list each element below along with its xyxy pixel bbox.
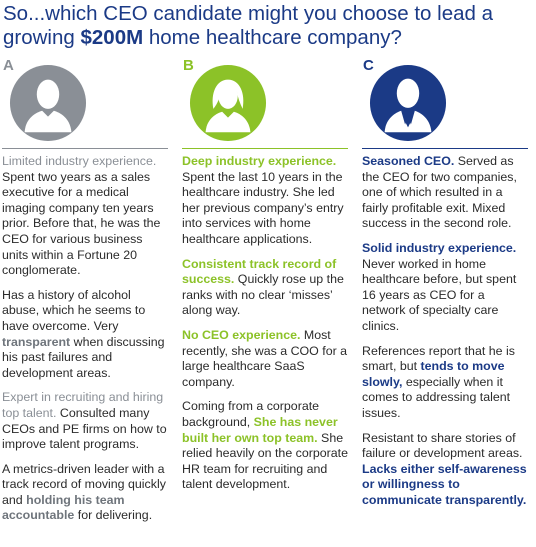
highlight-text: Solid industry experience.	[362, 240, 517, 255]
page-title	[3, 2, 533, 50]
highlight-text: Lacks either self-awareness or willingness to communicate transparently.	[362, 461, 527, 507]
woman-silhouette-icon	[189, 64, 267, 142]
body-text: Never worked in home healthcare before, but spent 16 years as CEO for a network of specialty care clinics.	[362, 256, 517, 333]
body-text: for delivering.	[74, 508, 153, 523]
candidate-b-paragraph	[182, 154, 348, 248]
candidate-a-header	[2, 58, 168, 150]
body-text: Resistant to share stories of failure or development areas.	[362, 430, 523, 461]
candidate-c-column	[362, 58, 528, 517]
candidate-b-header	[182, 58, 348, 150]
candidate-c-paragraph	[362, 241, 528, 335]
body-text: Spent the last 10 years in the healthcare industry. She led her previous company’s entry into services with home healthcare applications.	[182, 169, 344, 246]
candidate-c-profile	[362, 150, 528, 508]
highlight-text: No CEO experience.	[182, 327, 301, 342]
highlight-text: Limited industry experience.	[2, 154, 157, 168]
candidate-b-column	[182, 58, 348, 502]
body-text: References report that he is smart, but	[362, 343, 515, 374]
body-text: A metrics-driven leader with a track record of moving quickly and	[2, 461, 166, 507]
highlight-text: holding his team accountable	[2, 492, 125, 523]
highlight-text: She has never built her own top team.	[182, 414, 338, 445]
body-text: Quickly rose up the ranks with no clear ‘misses’ along way.	[182, 272, 344, 318]
candidate-c-divider	[362, 148, 528, 149]
title-emphasis: $200M	[80, 26, 144, 49]
candidate-a-paragraph	[2, 288, 168, 382]
candidate-b-paragraph	[182, 399, 348, 493]
title-text: home healthcare company?	[143, 26, 402, 49]
candidate-c-paragraph	[362, 344, 528, 422]
candidate-b-divider	[182, 148, 348, 149]
candidate-a-paragraph	[2, 390, 168, 452]
body-text: Most recently, she was a COO for a large healthcare SaaS company.	[182, 327, 348, 389]
highlight-text: Expert in recruiting and hiring top talent.	[2, 390, 164, 420]
highlight-text: Deep industry experience.	[182, 154, 337, 168]
candidate-b-paragraph	[182, 257, 348, 319]
title-line-1: So...which CEO candidate might you choose to lead a	[3, 2, 494, 25]
highlight-text: Consistent track record of success.	[182, 256, 337, 287]
body-text: Served as the CEO for two companies, one of which resulted in a fairly profitable exit. Mixed success in the second role.	[362, 154, 517, 231]
candidate-c-paragraph	[362, 154, 528, 232]
body-text: especially when it comes to addressing talent issues.	[362, 374, 511, 420]
candidate-a-paragraph	[2, 462, 168, 524]
body-text: Coming from a corporate background,	[182, 399, 320, 429]
body-text: Spent two years as a sales executive for a medical imaging company ten years prior. Before that, he was the CEO for various business units within a Fortune 20 conglomerate.	[2, 169, 161, 278]
candidate-a-divider	[2, 148, 168, 149]
candidate-b-letter: B	[183, 57, 194, 74]
body-text: when discussing his past failures and development areas.	[2, 334, 165, 380]
body-text: Has a history of alcohol abuse, which he seems to have overcome. Very	[2, 287, 146, 333]
highlight-text: tends to move slowly,	[362, 359, 505, 389]
candidate-a-letter: A	[3, 57, 14, 74]
person-silhouette-icon	[9, 64, 87, 142]
candidate-b-profile	[182, 150, 348, 493]
body-text: She relied heavily on the corporate HR team for recruiting and talent development.	[182, 430, 348, 492]
body-text: Consulted many CEOs and PE firms on how to improve talent programs.	[2, 405, 167, 452]
title-text: growing	[3, 26, 81, 49]
title-line-2	[3, 26, 533, 50]
candidate-c-header	[362, 58, 528, 150]
candidate-b-paragraph	[182, 328, 348, 390]
candidate-a-column	[2, 58, 168, 533]
candidate-c-letter: C	[363, 57, 374, 74]
businessman-silhouette-icon	[369, 64, 447, 142]
candidate-a-paragraph	[2, 154, 168, 279]
highlight-text: Seasoned CEO.	[362, 154, 455, 168]
highlight-text: transparent	[2, 334, 71, 349]
candidate-c-paragraph	[362, 431, 528, 509]
candidate-a-profile	[2, 150, 168, 524]
